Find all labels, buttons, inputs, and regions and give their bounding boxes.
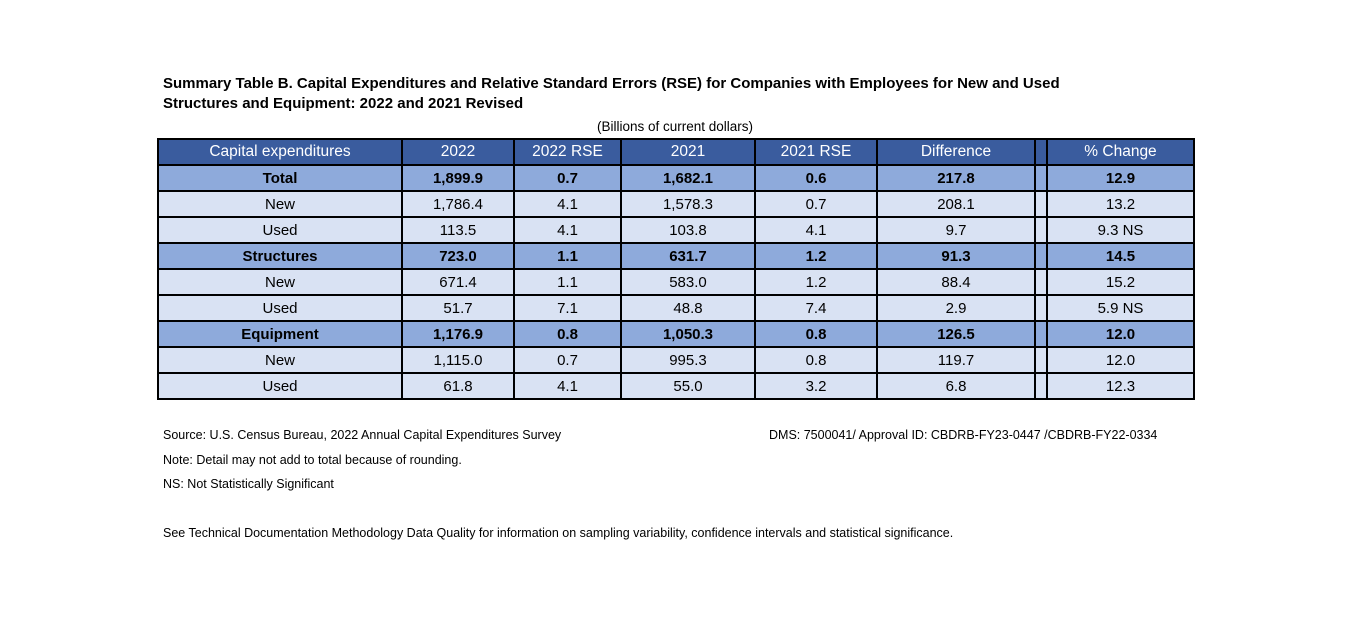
cell-2021: 995.3	[621, 347, 755, 373]
table-row-total-new	[158, 191, 1194, 217]
column-header-2021: 2021	[621, 139, 755, 165]
spacer-cell	[1035, 191, 1047, 217]
header-row	[158, 139, 1194, 165]
cell-2021-rse: 4.1	[755, 217, 877, 243]
units-line: (Billions of current dollars)	[596, 119, 754, 134]
cell-difference: 119.7	[877, 347, 1035, 373]
cell-difference: 6.8	[877, 373, 1035, 399]
table-row-structures-used	[158, 295, 1194, 321]
spacer-cell	[1035, 165, 1047, 191]
cell-pct-change: 15.2	[1047, 269, 1194, 295]
footnote-see-documentation: See Technical Documentation Methodology Data Quality for information on sampling variability, confidence intervals and statistical significance.	[163, 526, 954, 540]
cell-2021: 48.8	[621, 295, 755, 321]
cell-2021-rse: 3.2	[755, 373, 877, 399]
row-label: New	[158, 347, 402, 373]
cell-2022: 51.7	[402, 295, 514, 321]
cell-2021: 1,682.1	[621, 165, 755, 191]
footnote-dms-approval: DMS: 7500041/ Approval ID: CBDRB-FY23-0447 /CBDRB-FY22-0334	[769, 428, 1158, 442]
page-title-line2: Structures and Equipment: 2022 and 2021 Revised	[163, 95, 524, 112]
cell-2022-rse: 0.7	[514, 347, 621, 373]
cell-difference: 126.5	[877, 321, 1035, 347]
column-header-2022: 2022	[402, 139, 514, 165]
cell-pct-change-ns: 9.3 NS	[1047, 217, 1194, 243]
cell-2021: 55.0	[621, 373, 755, 399]
cell-2022: 1,899.9	[402, 165, 514, 191]
cell-2021: 103.8	[621, 217, 755, 243]
cell-pct-change: 12.3	[1047, 373, 1194, 399]
column-header-difference: Difference	[877, 139, 1035, 165]
spacer-cell	[1035, 295, 1047, 321]
page-title	[163, 74, 1193, 114]
cell-pct-change: 12.0	[1047, 321, 1194, 347]
table-row-equipment-used	[158, 373, 1194, 399]
cell-pct-change: 12.0	[1047, 347, 1194, 373]
cell-2022-rse: 1.1	[514, 243, 621, 269]
cell-difference: 217.8	[877, 165, 1035, 191]
cell-2022: 1,786.4	[402, 191, 514, 217]
cell-2021-rse: 1.2	[755, 269, 877, 295]
cell-2022: 671.4	[402, 269, 514, 295]
row-label: Total	[158, 165, 402, 191]
cell-difference: 91.3	[877, 243, 1035, 269]
cell-pct-change: 13.2	[1047, 191, 1194, 217]
spacer-cell	[1035, 269, 1047, 295]
cell-difference: 88.4	[877, 269, 1035, 295]
table-row-structures-new	[158, 269, 1194, 295]
column-header-pct-change: % Change	[1047, 139, 1194, 165]
column-header-2021-rse: 2021 RSE	[755, 139, 877, 165]
cell-2022: 113.5	[402, 217, 514, 243]
cell-2021: 1,578.3	[621, 191, 755, 217]
cell-2021-rse: 0.8	[755, 347, 877, 373]
cell-2021-rse: 0.7	[755, 191, 877, 217]
cell-2021-rse: 7.4	[755, 295, 877, 321]
cell-2021-rse: 0.8	[755, 321, 877, 347]
column-header-capital-expenditures: Capital expenditures	[158, 139, 402, 165]
cell-pct-change-ns: 5.9 NS	[1047, 295, 1194, 321]
cell-2022: 1,115.0	[402, 347, 514, 373]
page-title-line1: Summary Table B. Capital Expenditures and Relative Standard Errors (RSE) for Companies with Employees for New and Used	[163, 75, 1060, 92]
row-label: Equipment	[158, 321, 402, 347]
row-label: Structures	[158, 243, 402, 269]
footnote-rounding: Note: Detail may not add to total because of rounding.	[163, 453, 462, 467]
cell-2022-rse: 4.1	[514, 373, 621, 399]
cell-2022-rse: 4.1	[514, 217, 621, 243]
column-header-2022-rse: 2022 RSE	[514, 139, 621, 165]
cell-2021-rse: 0.6	[755, 165, 877, 191]
cell-pct-change: 12.9	[1047, 165, 1194, 191]
footnote-source: Source: U.S. Census Bureau, 2022 Annual Capital Expenditures Survey	[163, 428, 562, 442]
document-content	[157, 74, 1193, 400]
cell-2022-rse: 0.8	[514, 321, 621, 347]
cell-2021: 1,050.3	[621, 321, 755, 347]
footnote-ns-definition: NS: Not Statistically Significant	[163, 477, 334, 491]
row-label: New	[158, 269, 402, 295]
table-row-total	[158, 165, 1194, 191]
spacer-column	[1035, 139, 1047, 165]
cell-2021-rse: 1.2	[755, 243, 877, 269]
capital-expenditures-table	[157, 138, 1195, 400]
row-label: Used	[158, 217, 402, 243]
row-label: Used	[158, 373, 402, 399]
cell-2022-rse: 7.1	[514, 295, 621, 321]
row-label: New	[158, 191, 402, 217]
cell-2022-rse: 0.7	[514, 165, 621, 191]
cell-difference: 208.1	[877, 191, 1035, 217]
table-row-equipment-new	[158, 347, 1194, 373]
row-label: Used	[158, 295, 402, 321]
cell-2022: 723.0	[402, 243, 514, 269]
spacer-cell	[1035, 243, 1047, 269]
cell-difference: 2.9	[877, 295, 1035, 321]
table-row-structures	[158, 243, 1194, 269]
cell-2022: 61.8	[402, 373, 514, 399]
table-row-equipment	[158, 321, 1194, 347]
cell-2022-rse: 1.1	[514, 269, 621, 295]
spacer-cell	[1035, 217, 1047, 243]
table-row-total-used	[158, 217, 1194, 243]
cell-difference: 9.7	[877, 217, 1035, 243]
spacer-cell	[1035, 321, 1047, 347]
cell-2021: 583.0	[621, 269, 755, 295]
cell-2022: 1,176.9	[402, 321, 514, 347]
cell-2022-rse: 4.1	[514, 191, 621, 217]
cell-pct-change: 14.5	[1047, 243, 1194, 269]
cell-2021: 631.7	[621, 243, 755, 269]
spacer-cell	[1035, 347, 1047, 373]
spacer-cell	[1035, 373, 1047, 399]
